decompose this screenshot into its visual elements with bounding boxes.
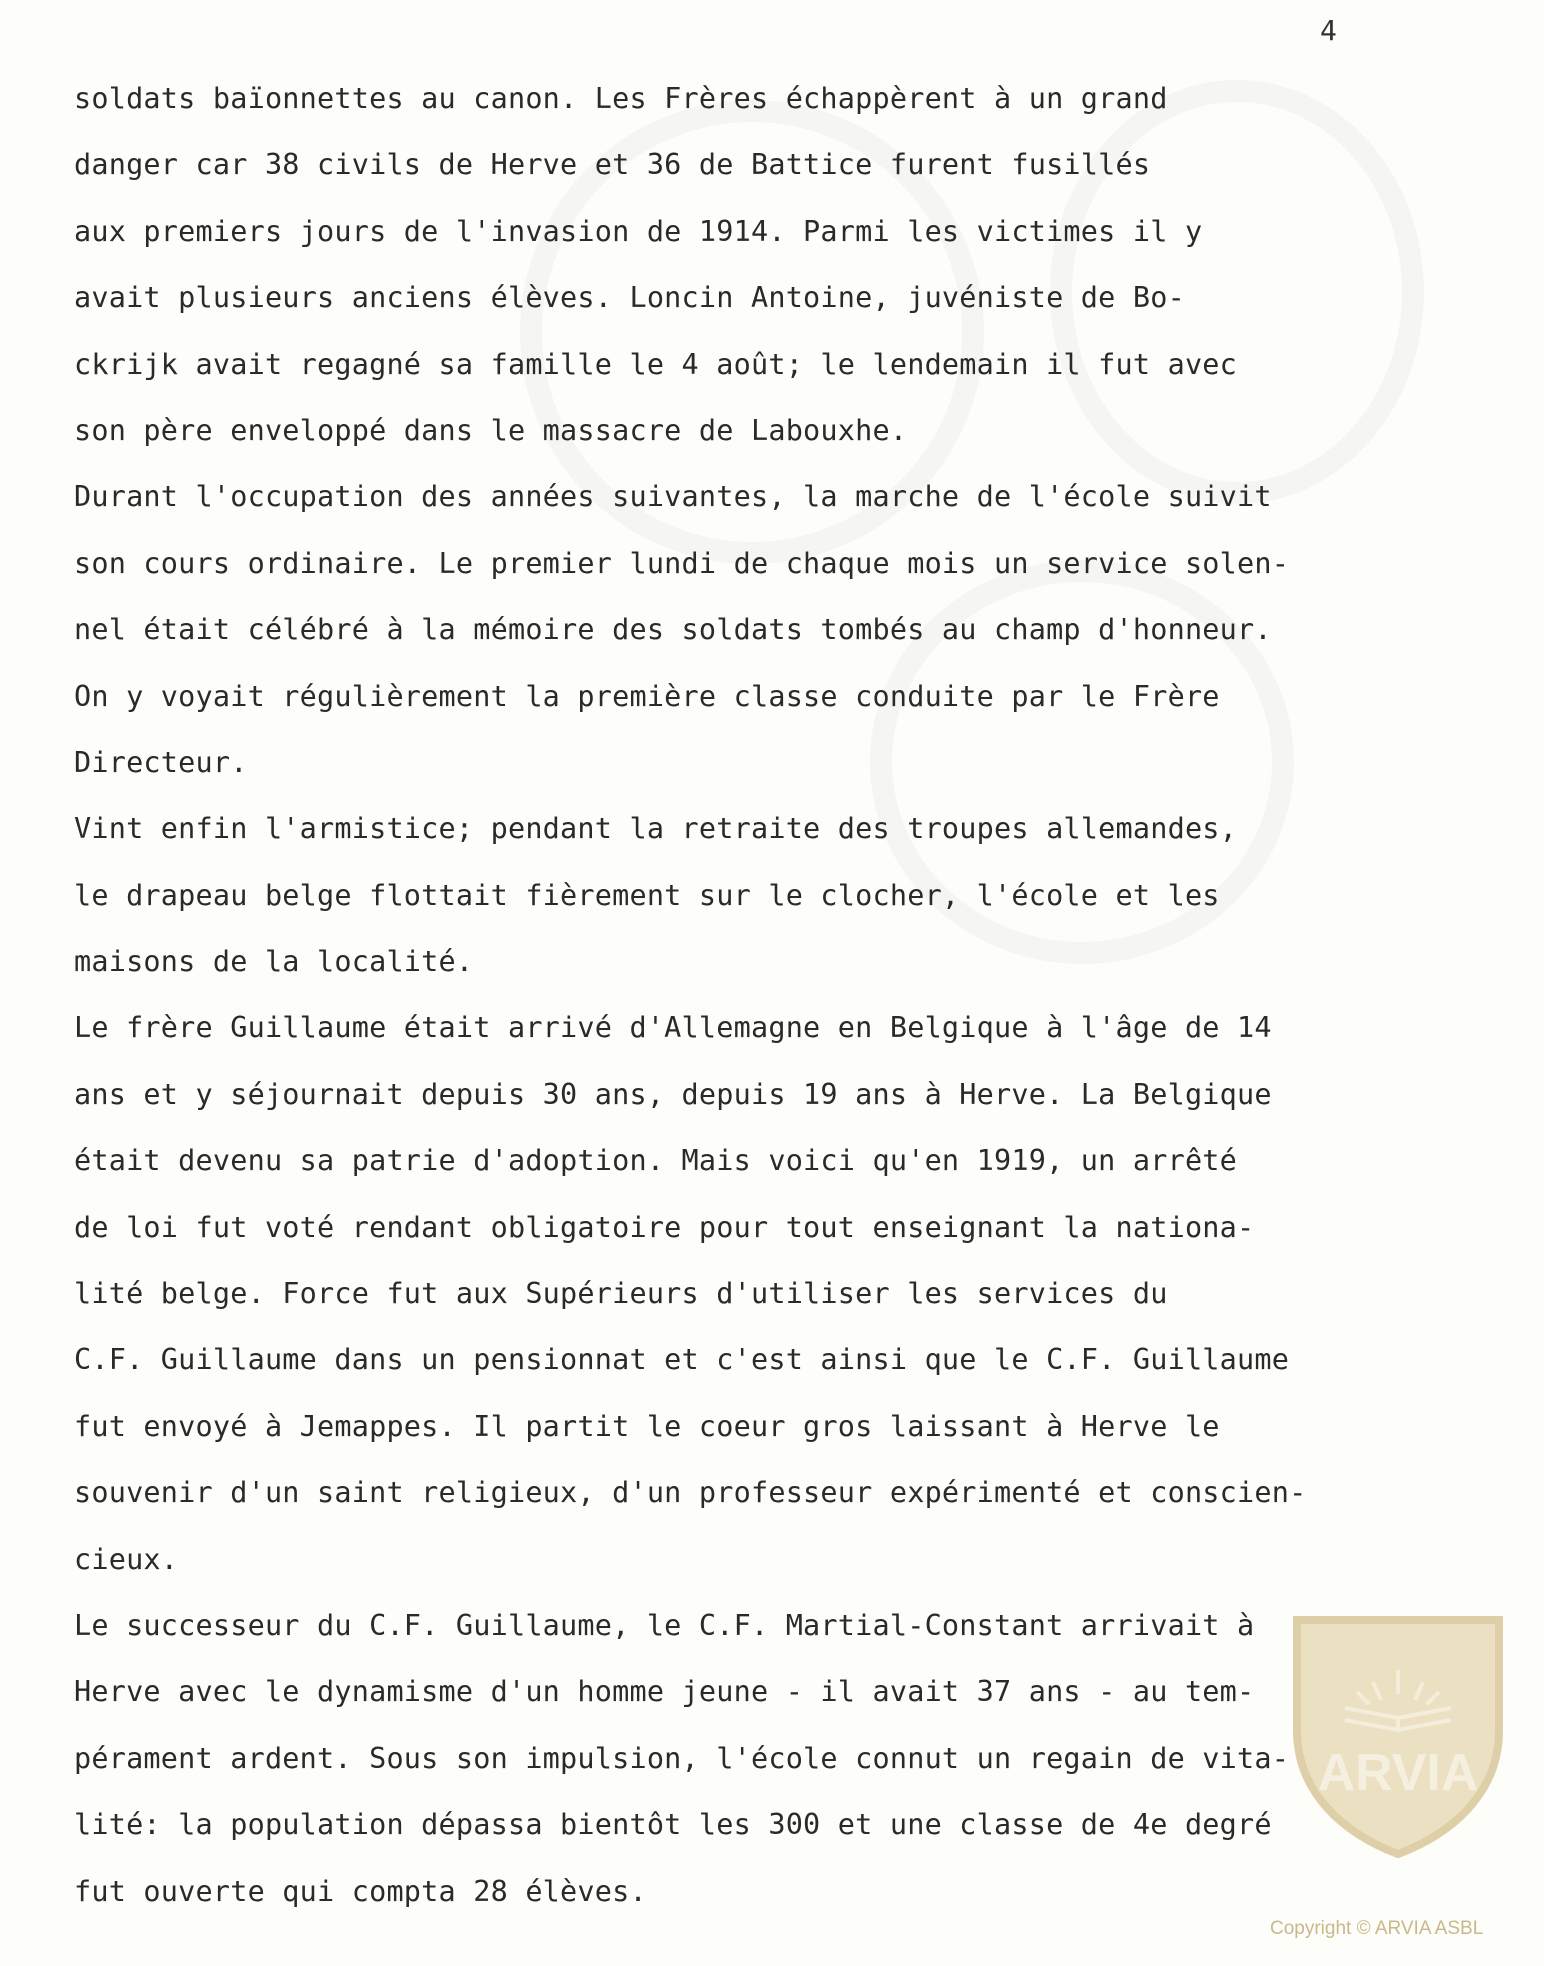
text-line: danger car 38 civils de Herve et 36 de Battice furent fusillés: [74, 148, 1151, 182]
text-line: son père enveloppé dans le massacre de Labouxhe.: [74, 413, 908, 447]
logo-wordmark: ARVIA: [1317, 1744, 1479, 1802]
text-line: son cours ordinaire. Le premier lundi de chaque mois un service solen-: [74, 546, 1290, 580]
text-line: ans et y séjournait depuis 30 ans, depuis 19 ans à Herve. La Belgique: [74, 1077, 1272, 1111]
text-line: Directeur.: [74, 745, 248, 779]
text-line: aux premiers jours de l'invasion de 1914. Parmi les victimes il y: [74, 214, 1203, 248]
text-line: de loi fut voté rendant obligatoire pour tout enseignant la nationa-: [74, 1210, 1255, 1244]
text-line: nel était célébré à la mémoire des soldats tombés au champ d'honneur.: [74, 613, 1272, 647]
text-line: Le successeur du C.F. Guillaume, le C.F. Martial-Constant arrivait à: [74, 1608, 1255, 1642]
text-line: fut ouverte qui compta 28 élèves.: [74, 1874, 647, 1908]
text-line: avait plusieurs anciens élèves. Loncin Antoine, juvéniste de Bo-: [74, 281, 1185, 315]
text-line: cieux.: [74, 1542, 179, 1576]
text-line: lité belge. Force fut aux Supérieurs d'utiliser les services du: [74, 1277, 1168, 1311]
text-line: ckrijk avait regagné sa famille le 4 août; le lendemain il fut avec: [74, 347, 1238, 381]
text-line: le drapeau belge flottait fièrement sur le clocher, l'école et les: [74, 878, 1220, 912]
text-line: C.F. Guillaume dans un pensionnat et c'est ainsi que le C.F. Guillaume: [74, 1343, 1290, 1377]
text-line: On y voyait régulièrement la première classe conduite par le Frère: [74, 679, 1220, 713]
text-line: fut envoyé à Jemappes. Il partit le coeur gros laissant à Herve le: [74, 1409, 1220, 1443]
text-line: lité: la population dépassa bientôt les 300 et une classe de 4e degré: [74, 1808, 1272, 1842]
text-line: maisons de la localité.: [74, 945, 474, 979]
text-line: était devenu sa patrie d'adoption. Mais voici qu'en 1919, un arrêté: [74, 1144, 1238, 1178]
text-line: souvenir d'un saint religieux, d'un professeur expérimenté et conscien-: [74, 1476, 1307, 1510]
page-number: 4: [1320, 14, 1337, 47]
text-line: pérament ardent. Sous son impulsion, l'école connut un regain de vita-: [74, 1741, 1290, 1775]
arvia-logo: [1285, 1612, 1511, 1860]
copyright-notice: Copyright © ARVIA ASBL: [1270, 1918, 1484, 1939]
text-line: Vint enfin l'armistice; pendant la retraite des troupes allemandes,: [74, 812, 1238, 846]
text-line: Durant l'occupation des années suivantes, la marche de l'école suivit: [74, 480, 1272, 514]
text-line: Herve avec le dynamisme d'un homme jeune - il avait 37 ans - au tem-: [74, 1675, 1255, 1709]
text-line: soldats baïonnettes au canon. Les Frères échappèrent à un grand: [74, 82, 1168, 115]
text-line: Le frère Guillaume était arrivé d'Allemagne en Belgique à l'âge de 14: [74, 1011, 1272, 1045]
